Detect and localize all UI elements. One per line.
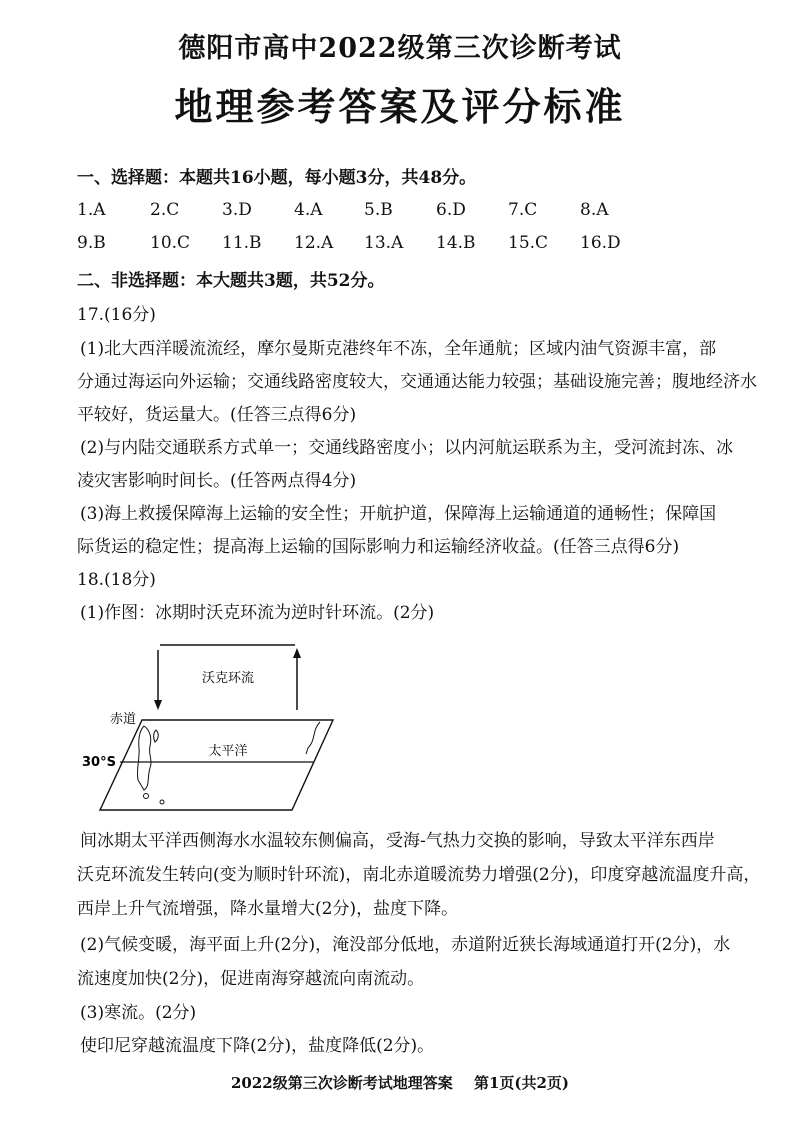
q18-p2-line2: 流速度加快(2分)，促进南海穿越流向南流动。 <box>77 969 425 989</box>
ocean-label: 太平洋 <box>208 744 248 759</box>
footer-page-info: 第1页(共2页) <box>473 1074 570 1092</box>
small-island <box>160 800 164 804</box>
answer-item: 5.B <box>364 200 393 220</box>
answer-item: 16.D <box>580 233 621 253</box>
latitude-label: 30°S <box>82 755 116 770</box>
document-title: 地理参考答案及评分标准 <box>174 84 626 129</box>
pacific-ocean-outline <box>100 720 333 810</box>
answer-item: 11.B <box>222 233 262 253</box>
answer-item: 6.D <box>436 200 466 220</box>
arrow-head-up <box>293 648 301 658</box>
western-landmass <box>137 726 151 790</box>
walker-circulation-diagram <box>80 630 360 815</box>
circulation-label: 沃克环流 <box>201 671 255 686</box>
q17-p2-line2: 凌灾害影响时间长。(任答两点得4分) <box>77 471 357 491</box>
answer-item: 3.D <box>222 200 252 220</box>
page-footer <box>0 1072 800 1093</box>
small-island <box>144 794 149 799</box>
answer-item: 12.A <box>294 233 334 253</box>
answer-item: 14.B <box>436 233 476 253</box>
answer-item: 7.C <box>508 200 538 220</box>
footer-doc-name: 2022级第三次诊断考试地理答案 <box>230 1074 453 1092</box>
q18-p1-head: (1)作图：冰期时沃克环流为逆时针环流。(2分) <box>80 603 435 623</box>
answer-item: 4.A <box>294 200 323 220</box>
q18-p1-line1: 间冰期太平洋西侧海水水温较东侧偏高，受海-气热力交换的影响，导致太平洋东西岸 <box>80 831 715 851</box>
arrow-head-down <box>154 700 162 710</box>
q18-p1-line2: 沃克环流发生转向(变为顺时针环流)，南北赤道暖流势力增强(2分)，印度穿越流温度升高， <box>77 865 761 885</box>
answer-item: 15.C <box>508 233 549 253</box>
answer-item: 1.A <box>77 200 106 220</box>
q18-p1-line3: 西岸上升气流增强，降水量增大(2分)，盐度下降。 <box>77 899 459 919</box>
q17-p1-line3: 平较好，货运量大。(任答三点得6分) <box>77 405 357 425</box>
q17-p1-line2: 分通过海运向外运输；交通线路密度较大，交通通达能力较强；基础设施完善；腹地经济水 <box>77 372 757 392</box>
island-shape <box>154 730 159 742</box>
answer-item: 9.B <box>77 233 106 253</box>
section1-heading: 一、选择题：本题共16小题，每小题3分，共48分。 <box>77 168 477 188</box>
answer-item: 2.C <box>150 200 180 220</box>
q17-p2-line1: (2)与内陆交通联系方式单一；交通线路密度小；以内河航运联系为主，受河流封冻、冰 <box>80 438 734 458</box>
eastern-coast <box>306 722 320 754</box>
q18-p3-line2: 使印尼穿越流温度下降(2分)，盐度降低(2分)。 <box>80 1036 435 1056</box>
q18-p3-line1: (3)寒流。(2分) <box>80 1003 197 1023</box>
q17-p3-line2: 际货运的稳定性；提高海上运输的国际影响力和运输经济收益。(任答三点得6分) <box>77 537 680 557</box>
q17-p3-line1: (3)海上救援保障海上运输的安全性；开航护道，保障海上运输通道的通畅性；保障国 <box>80 504 717 524</box>
answer-item: 13.A <box>364 233 404 253</box>
q17-p1-line1: (1)北大西洋暖流流经，摩尔曼斯克港终年不冻，全年通航；区域内油气资源丰富，部 <box>80 339 717 359</box>
section2-heading: 二、非选择题：本大题共3题，共52分。 <box>77 271 385 291</box>
q18-p2-line1: (2)气候变暖，海平面上升(2分)，淹没部分低地，赤道附近狭长海域通道打开(2分)，水 <box>80 935 731 955</box>
q17-title: 17.(16分) <box>77 305 156 325</box>
q18-title: 18.(18分) <box>77 570 156 590</box>
answer-item: 10.C <box>150 233 191 253</box>
answer-item: 8.A <box>580 200 609 220</box>
exam-title: 德阳市高中2022级第三次诊断考试 <box>178 33 622 64</box>
equator-label: 赤道 <box>110 712 137 727</box>
